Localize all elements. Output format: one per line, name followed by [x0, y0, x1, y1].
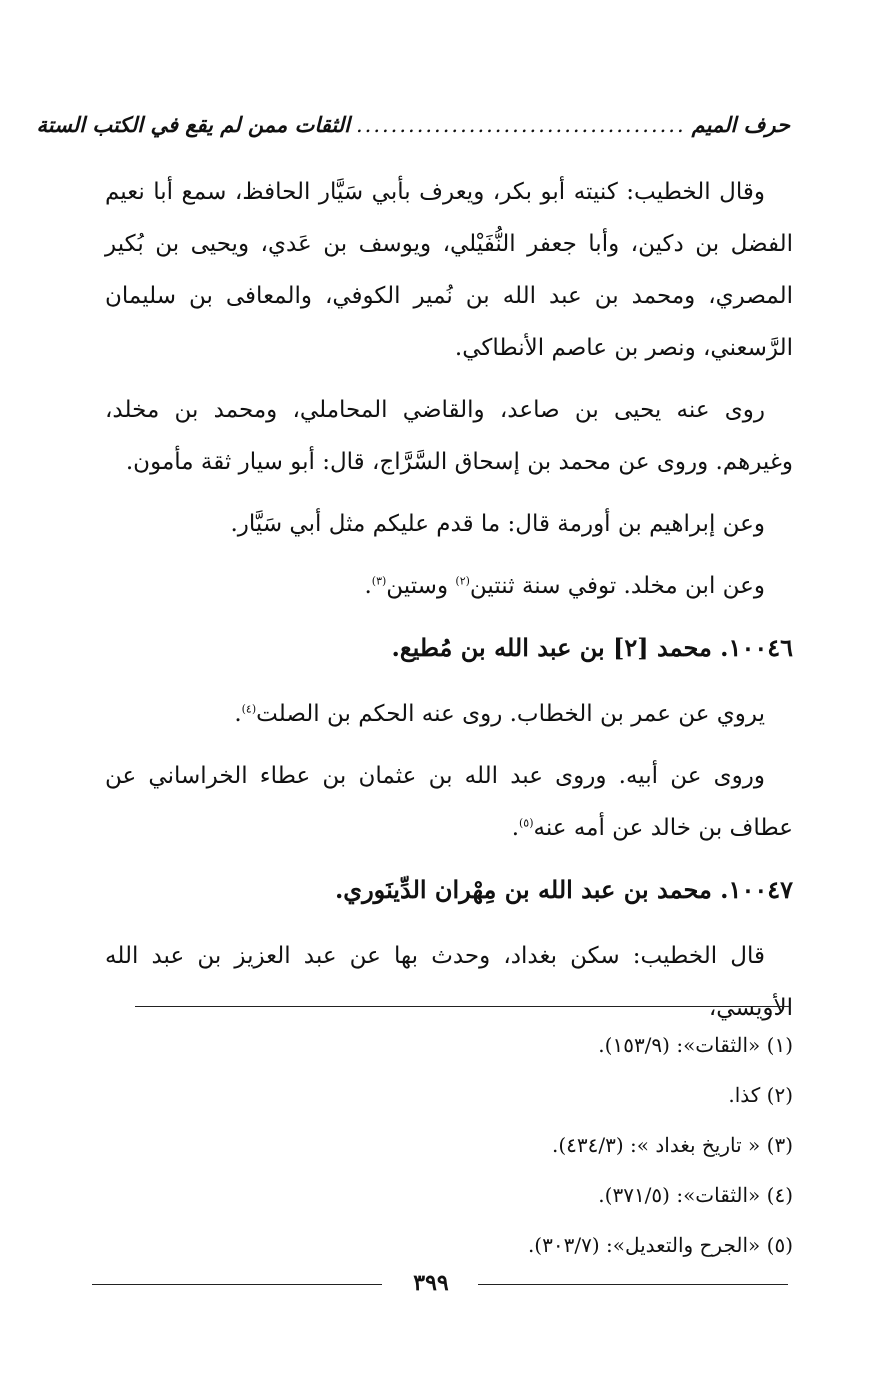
paragraph-10046-b-end: .: [511, 815, 519, 841]
death-mid: وستين: [386, 573, 456, 599]
footnote-ref-2[interactable]: (٢): [455, 574, 470, 588]
entry-heading-10046: ١٠٠٤٦. محمد [٢] بن عبد الله بن مُطيع.: [391, 633, 793, 662]
footnote-1: (١) «الثقات»: (١٥٣/٩).: [598, 1033, 793, 1057]
paragraph-10046-b-text: وروى عن أبيه. وروى عبد الله بن عثمان بن عطاء الخراساني عن عطاف بن خالد عن أمه عنه: [105, 763, 793, 841]
page-number: ٣٩٩: [413, 1270, 449, 1296]
paragraph-narrators: روى عنه يحيى بن صاعد، والقاضي المحاملي، ومحمد بن مخلد، وغيرهم. وروى عن محمد بن إسحاق السَّرَّاج، قال: أبو سيار ثقة مأمون.: [105, 397, 793, 475]
footnote-3: (٣) « تاريخ بغداد »: (٤٣٤/٣).: [551, 1133, 793, 1157]
death-end: .: [364, 573, 372, 599]
entry-heading-10047: ١٠٠٤٧. محمد بن عبد الله بن مِهْران الدِّينَوري.: [334, 875, 793, 904]
paragraph-10046-a-text: يروي عن عمر بن الخطاب. روى عنه الحكم بن الصلت: [256, 701, 765, 727]
footnote-4: (٤) «الثقات»: (٣٧١/٥).: [598, 1183, 793, 1207]
bottom-rule-right: [478, 1284, 788, 1285]
footnote-ref-4[interactable]: (٤): [241, 702, 257, 716]
paragraph-10046-a: [105, 688, 793, 740]
paragraph-ibn-awrama: وعن إبراهيم بن أورمة قال: ما قدم عليكم مثل أبي سَيَّار.: [230, 511, 765, 537]
footnote-ref-3[interactable]: (٣): [371, 574, 387, 588]
death-text: وعن ابن مخلد. توفي سنة ثنتين: [469, 573, 765, 599]
footnote-separator: [135, 1006, 790, 1007]
footnote-ref-5[interactable]: (٥): [519, 816, 534, 830]
header-dots: ......................................: [355, 113, 686, 137]
footnotes: [300, 1020, 793, 1270]
paragraph-10047: قال الخطيب: سكن بغداد، وحدث بها عن عبد العزيز بن عبد الله الأويسي،: [105, 943, 793, 1021]
paragraph-death: [105, 560, 793, 612]
running-header: [36, 112, 790, 137]
footnote-2: (٢) كذا.: [728, 1083, 793, 1107]
paragraph-khatib: وقال الخطيب: كنيته أبو بكر، ويعرف بأبي سَيَّار الحافظ، سمع أبا نعيم الفضل بن دكين، وأبا جعفر النُّفَيْلي، ويوسف بن عَدي، ويحيى بن بُكير المصري، ومحمد بن عبد الله بن نُمير الكوفي، والمعافى بن سليمان الرَّسعني، ونصر بن عاصم الأنطاكي.: [105, 179, 793, 361]
footnote-5: (٥) «الجرح والتعديل»: (٣٠٣/٧).: [527, 1233, 793, 1257]
bottom-rule-left: [92, 1284, 382, 1285]
header-book-title: الثقات ممن لم يقع في الكتب الستة: [36, 112, 350, 137]
main-text: [105, 166, 793, 1044]
header-chapter: حرف الميم: [691, 112, 790, 137]
paragraph-10046-b: [105, 750, 793, 854]
paragraph-10046-a-end: .: [234, 701, 242, 727]
